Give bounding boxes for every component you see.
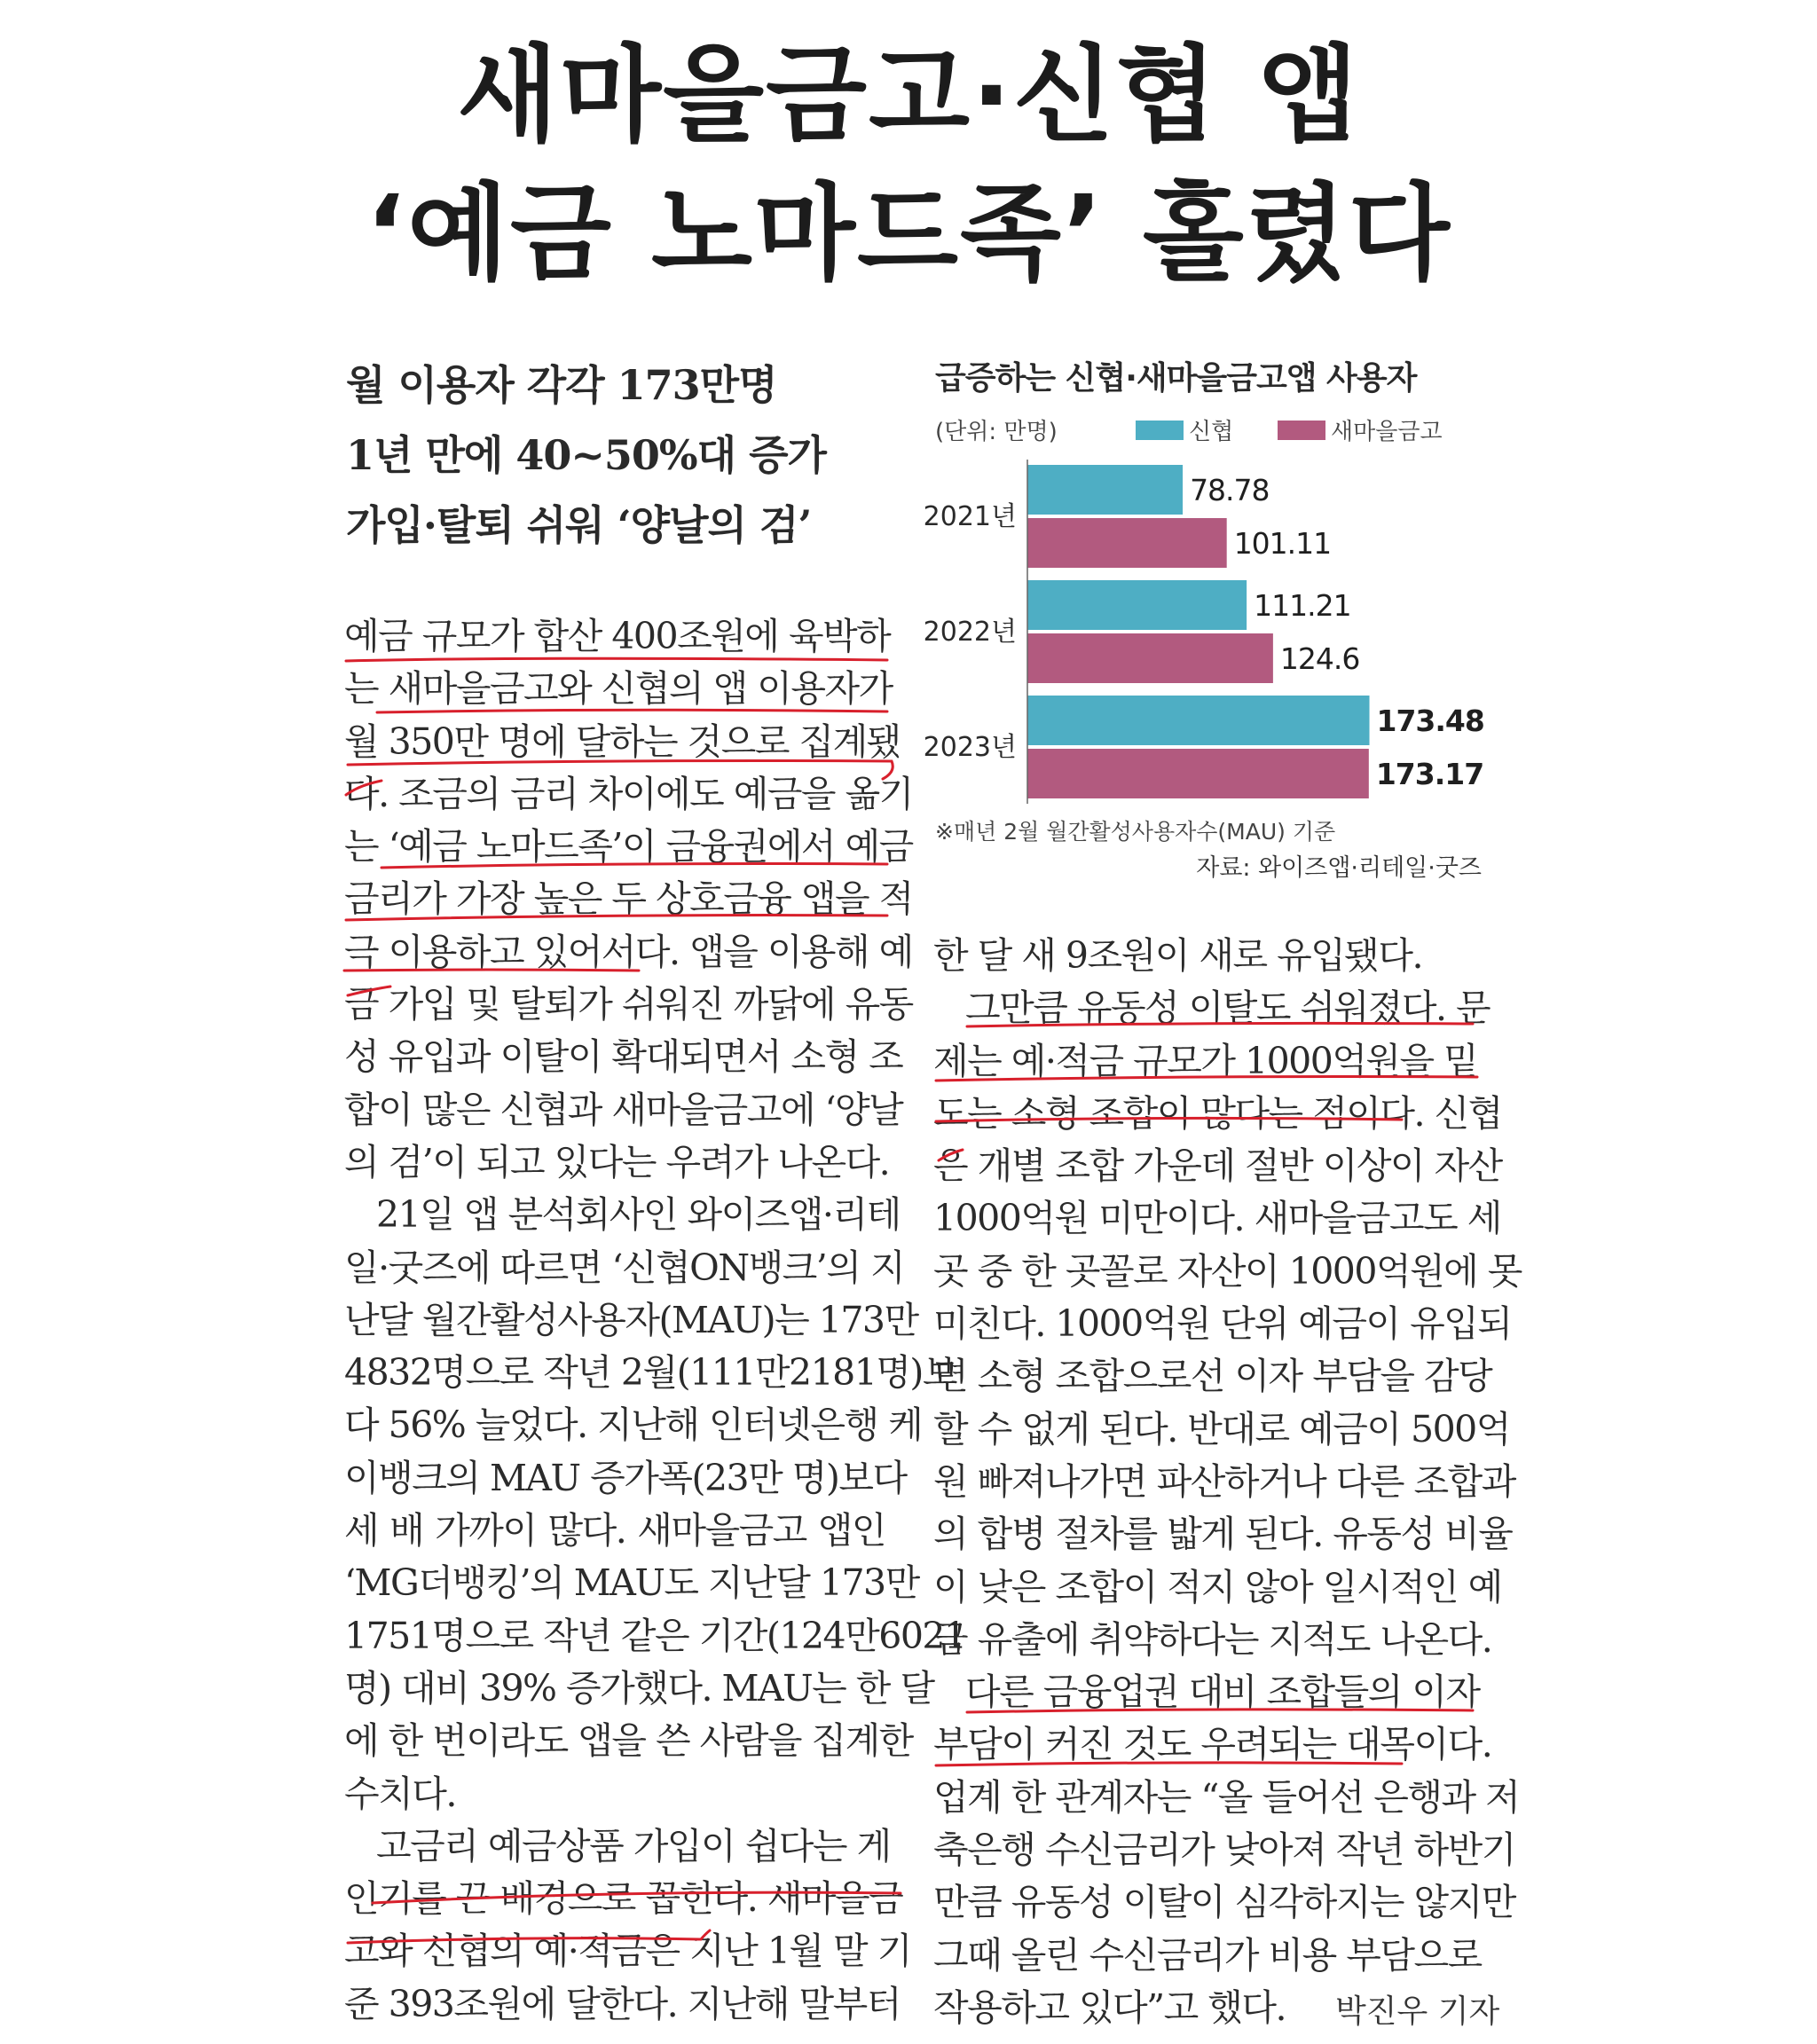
body-line: 21일 앱 분석회사인 와이즈앱·리테 (376, 1193, 901, 1237)
body-line: 인기를 끈 배경으로 꼽힌다. 새마을금 (344, 1877, 903, 1921)
body-line: 할 수 없게 된다. 반대로 예금이 500억 (933, 1407, 1510, 1450)
headline-line-1: 새마을금고·신협 앱 (457, 34, 1360, 156)
body-line: 원 빠져나가면 파산하거나 다른 조합과 (933, 1459, 1515, 1503)
legend-swatch-saemaul (1278, 421, 1325, 440)
body-line: 그때 올린 수신금리가 비용 부담으로 (933, 1933, 1482, 1977)
body-line: 1751명으로 작년 같은 기간(124만6021 (344, 1614, 966, 1657)
body-line: 미친다. 1000억원 단위 예금이 유입되 (933, 1302, 1512, 1346)
bar-saemaul-2 (1027, 749, 1369, 798)
body-line: 그만큼 유동성 이탈도 쉬워졌다. 문 (965, 987, 1491, 1030)
body-line: 금 유출에 취약하다는 지적도 나온다. (933, 1617, 1492, 1661)
legend-item-shinhyup (1136, 413, 1233, 446)
body-line: 의 검’이 되고 있다는 우려가 나온다. (344, 1140, 890, 1183)
chart-plot (923, 452, 1491, 825)
body-line: 부담이 커진 것도 우려되는 대목이다. (933, 1723, 1492, 1766)
bar-shinhyup-1 (1027, 580, 1247, 630)
data-label: 173.17 (1375, 757, 1484, 791)
subhead-3: 가입·탈퇴 쉬워 ‘양날의 검’ (346, 501, 812, 549)
bar-saemaul-1 (1027, 633, 1273, 683)
bar-saemaul-0 (1027, 518, 1227, 568)
body-line: 고와 신협의 예·적금은 지난 1월 말 기 (344, 1930, 911, 1973)
body-line: 예금 규모가 합산 400조원에 육박하 (344, 615, 891, 657)
body-line: 고금리 예금상품 가입이 쉽다는 게 (376, 1824, 891, 1867)
data-label: 124.6 (1279, 641, 1360, 676)
body-line: 제는 예·적금 규모가 1000억원을 밑 (933, 1039, 1478, 1082)
body-line: 일·굿즈에 따르면 ‘신협ON뱅크’의 지 (344, 1246, 905, 1289)
body-line: 이뱅크의 MAU 증가폭(23만 명)보다 (344, 1456, 907, 1499)
chart-unit-label: (단위: 만명) (935, 419, 1058, 445)
legend-label-saemaul: 새마을금고 (1331, 419, 1443, 445)
category-label: 2022년 (923, 617, 1017, 648)
body-line: 명) 대비 39% 증가했다. MAU는 한 달 (344, 1666, 934, 1710)
body-line: 한 달 새 9조원이 새로 유입됐다. (933, 934, 1423, 977)
category-label: 2021년 (923, 501, 1017, 532)
left-body-column (344, 610, 966, 2031)
body-line: 에 한 번이라도 앱을 쓴 사람을 집계한 (344, 1719, 913, 1763)
body-line: 다른 금융업권 대비 조합들의 이자 (965, 1671, 1480, 1714)
body-line: 금리가 가장 높은 두 상호금융 앱을 적 (344, 877, 913, 921)
subhead-1: 월 이용자 각각 173만명 (346, 361, 777, 409)
body-line: 세 배 가까이 많다. 새마을금고 앱인 (344, 1509, 885, 1553)
legend-swatch-shinhyup (1136, 421, 1184, 440)
mau-bar-chart (923, 346, 1491, 896)
body-line: 성 유입과 이탈이 확대되면서 소형 조 (344, 1035, 903, 1079)
byline: 박진우 기자 (1335, 1993, 1500, 2030)
headline-line-2: ‘예금 노마드족’ 홀렸다 (366, 172, 1451, 295)
body-line: 1000억원 미만이다. 새마을금고도 세 (933, 1197, 1501, 1240)
body-line: 수치다. (344, 1772, 456, 1815)
body-line: 합이 많은 신협과 새마을금고에 ‘양날 (344, 1088, 903, 1131)
body-line: 는 ‘예금 노마드족’이 금융권에서 예금 (344, 825, 913, 869)
chart-note: ※매년 2월 월간활성사용자수(MAU) 기준 (935, 819, 1336, 845)
data-label: 173.48 (1376, 704, 1484, 738)
body-line: ‘MG더뱅킹’의 MAU도 지난달 173만 (344, 1561, 919, 1605)
subhead-2: 1년 만에 40~50%대 증가 (346, 431, 826, 479)
legend-item-saemaul (1278, 413, 1443, 446)
data-label: 101.11 (1233, 526, 1332, 561)
body-line: 은 개별 조합 가운데 절반 이상이 자산 (933, 1144, 1502, 1188)
body-line: 축은행 수신금리가 낮아져 작년 하반기 (933, 1828, 1515, 1872)
body-line: 극 이용하고 있어서다. 앱을 이용해 예 (344, 930, 913, 973)
data-label: 78.78 (1190, 473, 1270, 507)
body-line: 난달 월간활성사용자(MAU)는 173만 (344, 1298, 918, 1341)
body-line: 만큼 유동성 이탈이 심각하지는 않지만 (933, 1881, 1515, 1924)
body-line: 도는 소형 조합이 많다는 점이다. 신협 (933, 1091, 1502, 1135)
body-line: 업계 한 관계자는 “올 들어선 은행과 저 (933, 1775, 1520, 1819)
body-line: 의 합병 절차를 밟게 된다. 유동성 비율 (933, 1513, 1513, 1556)
body-line: 작용하고 있다”고 했다. (933, 1985, 1286, 2029)
body-line: 는 새마을금고와 신협의 앱 이용자가 (344, 667, 893, 711)
body-line: 월 350만 명에 달하는 것으로 집계됐 (344, 719, 901, 763)
chart-title: 급증하는 신협·새마을금고앱 사용자 (935, 360, 1417, 397)
body-line: 이 낮은 조합이 적지 않아 일시적인 예 (933, 1565, 1502, 1608)
bar-shinhyup-2 (1027, 696, 1370, 745)
right-body-column (933, 930, 1522, 2034)
body-line: 곳 중 한 곳꼴로 자산이 1000억원에 못 (933, 1249, 1522, 1293)
body-line: 4832명으로 작년 2월(111만2181명)보 (344, 1351, 957, 1395)
data-label: 111.21 (1254, 588, 1351, 623)
body-line: 다. 조금의 금리 차이에도 예금을 옮기 (344, 772, 913, 815)
body-line: 금 가입 및 탈퇴가 쉬워진 까닭에 유동 (344, 983, 913, 1026)
body-line: 면 소형 조합으로선 이자 부담을 감당 (933, 1355, 1492, 1398)
bar-shinhyup-0 (1027, 465, 1183, 515)
chart-source: 자료: 와이즈앱·리테일·굿즈 (1196, 854, 1482, 882)
category-label: 2023년 (923, 732, 1017, 763)
legend-label-shinhyup: 신협 (1189, 419, 1234, 445)
body-line: 다 56% 늘었다. 지난해 인터넷은행 케 (344, 1403, 923, 1447)
body-line: 준 393조원에 달한다. 지난해 말부터 (344, 1982, 901, 2025)
